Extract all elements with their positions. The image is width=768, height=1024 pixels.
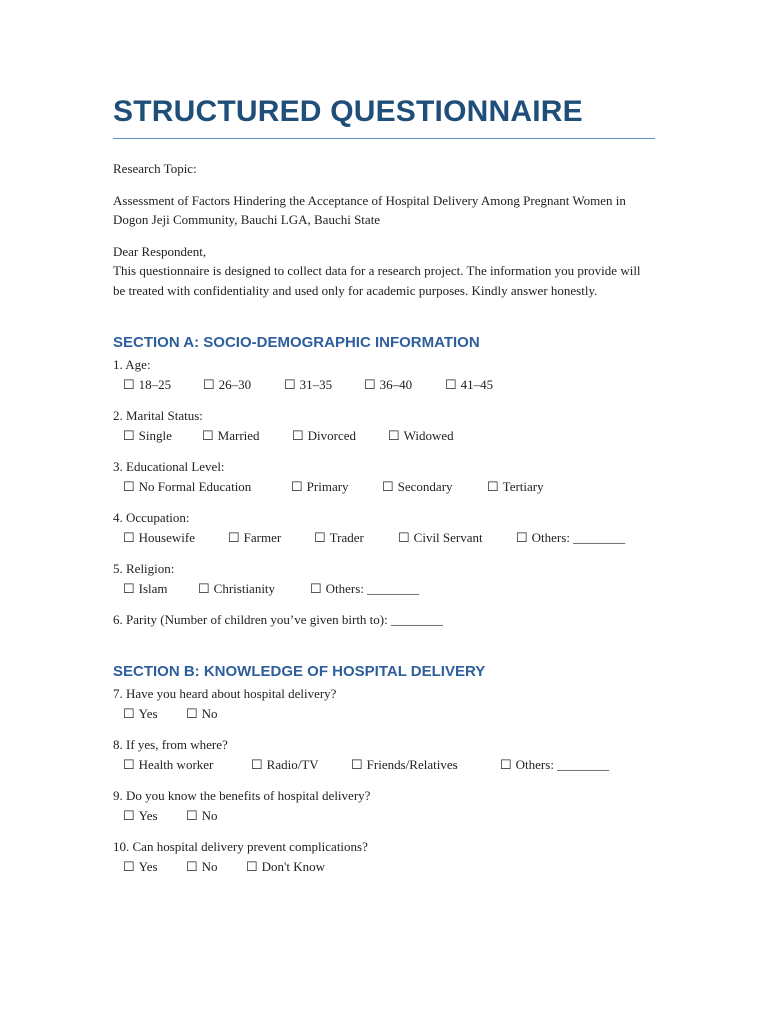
option-civil-servant[interactable] <box>398 528 516 547</box>
checkbox-icon[interactable]: ☐ <box>388 428 400 443</box>
question-parity <box>113 610 655 629</box>
option-label: Don't Know <box>261 859 326 874</box>
question-label: 7. Have you heard about hospital delivery? <box>113 686 337 701</box>
option-age-26-30[interactable] <box>203 375 284 394</box>
question-label[interactable]: 6. Parity (Number of children you’ve given birth to): ________ <box>113 612 443 627</box>
option-label: Divorced <box>307 428 357 443</box>
option-label: Single <box>138 428 172 443</box>
options-row <box>123 477 655 496</box>
checkbox-icon[interactable]: ☐ <box>487 479 499 494</box>
checkbox-icon[interactable]: ☐ <box>123 706 135 721</box>
option-health-worker[interactable] <box>123 755 251 774</box>
option-christianity[interactable] <box>198 579 310 598</box>
option-single[interactable] <box>123 426 202 445</box>
option-widowed[interactable] <box>388 426 454 445</box>
option-age-31-35[interactable] <box>284 375 364 394</box>
option-label: Others: ________ <box>531 530 626 545</box>
option-yes[interactable] <box>123 704 186 723</box>
option-label: No <box>201 859 218 874</box>
option-married[interactable] <box>202 426 292 445</box>
option-age-36-40[interactable] <box>364 375 445 394</box>
option-no[interactable] <box>186 857 246 876</box>
option-label: Housewife <box>138 530 195 545</box>
checkbox-icon[interactable]: ☐ <box>203 377 215 392</box>
option-religion-others[interactable] <box>310 579 419 598</box>
question-religion <box>113 559 655 598</box>
checkbox-icon[interactable]: ☐ <box>123 859 135 874</box>
checkbox-icon[interactable]: ☐ <box>198 581 210 596</box>
option-label: 41–45 <box>460 377 494 392</box>
checkbox-icon[interactable]: ☐ <box>186 808 198 823</box>
option-label: Widowed <box>403 428 454 443</box>
options-row <box>123 375 655 394</box>
checkbox-icon[interactable]: ☐ <box>292 428 304 443</box>
option-label: 36–40 <box>379 377 413 392</box>
intro-paragraph: This questionnaire is designed to collect data for a research project. The information you provide will be treated with confidentiality and used only for academic purposes. Kindly answer honestly. <box>113 263 641 298</box>
option-label: Radio/TV <box>266 757 319 772</box>
option-label: No Formal Education <box>138 479 252 494</box>
option-islam[interactable] <box>123 579 198 598</box>
option-label: Secondary <box>397 479 453 494</box>
checkbox-icon[interactable]: ☐ <box>398 530 410 545</box>
checkbox-icon[interactable]: ☐ <box>246 859 258 874</box>
checkbox-icon[interactable]: ☐ <box>310 581 322 596</box>
checkbox-icon[interactable]: ☐ <box>314 530 326 545</box>
checkbox-icon[interactable]: ☐ <box>445 377 457 392</box>
option-label: 31–35 <box>299 377 333 392</box>
option-no[interactable] <box>186 806 218 825</box>
section-b-heading: SECTION B: KNOWLEDGE OF HOSPITAL DELIVERY <box>113 663 486 680</box>
option-label: Others: ________ <box>325 581 420 596</box>
option-label: Tertiary <box>502 479 544 494</box>
checkbox-icon[interactable]: ☐ <box>228 530 240 545</box>
option-label: Islam <box>138 581 168 596</box>
checkbox-icon[interactable]: ☐ <box>123 377 135 392</box>
option-source-others[interactable] <box>500 755 609 774</box>
option-divorced[interactable] <box>292 426 388 445</box>
option-label: Christianity <box>213 581 276 596</box>
checkbox-icon[interactable]: ☐ <box>123 479 135 494</box>
option-label: Health worker <box>138 757 214 772</box>
checkbox-icon[interactable]: ☐ <box>251 757 263 772</box>
option-label: 26–30 <box>218 377 252 392</box>
option-age-18-25[interactable] <box>123 375 203 394</box>
question-prevent-complications <box>113 837 655 876</box>
checkbox-icon[interactable]: ☐ <box>123 428 135 443</box>
option-label: Trader <box>329 530 364 545</box>
option-label: Primary <box>306 479 349 494</box>
option-yes[interactable] <box>123 857 186 876</box>
question-age <box>113 355 655 394</box>
question-label: 3. Educational Level: <box>113 459 225 474</box>
checkbox-icon[interactable]: ☐ <box>123 581 135 596</box>
checkbox-icon[interactable]: ☐ <box>202 428 214 443</box>
options-row <box>123 528 655 547</box>
option-label: Farmer <box>243 530 282 545</box>
question-occupation <box>113 508 655 547</box>
research-topic-label: Research Topic: <box>113 161 197 176</box>
question-label: 1. Age: <box>113 357 151 372</box>
options-row <box>123 426 655 445</box>
question-educational-level <box>113 457 655 496</box>
option-label: Friends/Relatives <box>366 757 458 772</box>
options-row <box>123 755 655 774</box>
checkbox-icon[interactable]: ☐ <box>123 808 135 823</box>
options-row <box>123 857 655 876</box>
checkbox-icon[interactable]: ☐ <box>291 479 303 494</box>
option-label: Yes <box>138 859 158 874</box>
options-row <box>123 704 655 723</box>
option-tertiary[interactable] <box>487 477 544 496</box>
question-label: 5. Religion: <box>113 561 175 576</box>
option-yes[interactable] <box>123 806 186 825</box>
question-know-benefits <box>113 786 655 825</box>
option-label: No <box>201 706 218 721</box>
checkbox-icon[interactable]: ☐ <box>284 377 296 392</box>
checkbox-icon[interactable]: ☐ <box>186 859 198 874</box>
question-marital-status <box>113 406 655 445</box>
option-no[interactable] <box>186 704 218 723</box>
question-label: 10. Can hospital delivery prevent complications? <box>113 839 368 854</box>
question-heard-hospital-delivery <box>113 684 655 723</box>
option-occupation-others[interactable] <box>516 528 625 547</box>
option-label: No <box>201 808 218 823</box>
option-dont-know[interactable] <box>246 857 325 876</box>
page-title: STRUCTURED QUESTIONNAIRE <box>113 92 655 139</box>
option-primary[interactable] <box>291 477 382 496</box>
option-secondary[interactable] <box>382 477 487 496</box>
option-label: Married <box>217 428 260 443</box>
option-trader[interactable] <box>314 528 398 547</box>
option-label: Yes <box>138 808 158 823</box>
research-topic-text: Assessment of Factors Hindering the Acceptance of Hospital Delivery Among Pregnant Women in Dogon Jeji Community, Bauchi LGA, Bauchi State <box>113 192 626 227</box>
question-label: 9. Do you know the benefits of hospital delivery? <box>113 788 371 803</box>
question-label: 8. If yes, from where? <box>113 737 228 752</box>
question-label: 4. Occupation: <box>113 510 190 525</box>
options-row <box>123 806 655 825</box>
checkbox-icon[interactable]: ☐ <box>186 706 198 721</box>
option-label: 18–25 <box>138 377 172 392</box>
salutation: Dear Respondent, <box>113 243 207 259</box>
option-housewife[interactable] <box>123 528 228 547</box>
question-source <box>113 735 655 774</box>
checkbox-icon[interactable]: ☐ <box>123 757 135 772</box>
option-friends-relatives[interactable] <box>351 755 500 774</box>
option-label: Civil Servant <box>413 530 483 545</box>
section-a-heading: SECTION A: SOCIO-DEMOGRAPHIC INFORMATION <box>113 334 480 351</box>
option-radio-tv[interactable] <box>251 755 351 774</box>
checkbox-icon[interactable]: ☐ <box>516 530 528 545</box>
checkbox-icon[interactable]: ☐ <box>382 479 394 494</box>
checkbox-icon[interactable]: ☐ <box>364 377 376 392</box>
checkbox-icon[interactable]: ☐ <box>351 757 363 772</box>
checkbox-icon[interactable]: ☐ <box>123 530 135 545</box>
option-age-41-45[interactable] <box>445 375 493 394</box>
option-no-formal-education[interactable] <box>123 477 291 496</box>
checkbox-icon[interactable]: ☐ <box>500 757 512 772</box>
option-farmer[interactable] <box>228 528 314 547</box>
option-label: Others: ________ <box>515 757 610 772</box>
option-label: Yes <box>138 706 158 721</box>
question-label: 2. Marital Status: <box>113 408 203 423</box>
options-row <box>123 579 655 598</box>
questionnaire-content <box>113 92 655 876</box>
